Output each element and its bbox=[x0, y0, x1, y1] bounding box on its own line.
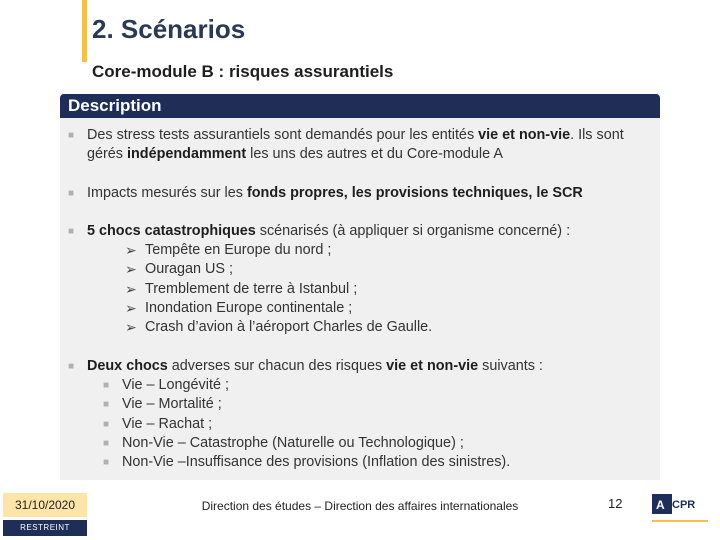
logo-underline bbox=[652, 520, 708, 522]
square-bullet-icon: ■ bbox=[103, 437, 110, 449]
bullet-text: scénarisés (à appliquer si organisme concerné) : bbox=[255, 222, 571, 239]
bullet-text: . Ils sont gérés bbox=[87, 127, 624, 163]
list-item: ➢ Crash d’avion à l’aéroport Charles de Gaulle. bbox=[125, 318, 650, 337]
bullet-strong: vie et non-vie bbox=[478, 127, 571, 143]
catastrophe-list bbox=[87, 241, 650, 337]
list-item: ➢ Inondation Europe continentale ; bbox=[125, 299, 650, 318]
list-item: ■ Non-Vie – Catastrophe (Naturelle ou Technologique) ; bbox=[103, 434, 650, 453]
logo-letter: A bbox=[656, 498, 665, 512]
section-header: Description bbox=[60, 94, 660, 118]
list-item: ➢ Tremblement de terre à Istanbul ; bbox=[125, 280, 650, 299]
title-accent-bar bbox=[82, 0, 87, 62]
bullet-catastrophes bbox=[68, 222, 650, 338]
list-item: ■ Non-Vie –Insuffisance des provisions (Inflation des sinistres). bbox=[103, 453, 650, 472]
acpr-logo bbox=[650, 490, 710, 536]
square-bullet-icon: ■ bbox=[103, 399, 110, 411]
square-bullet-icon: ■ bbox=[68, 225, 75, 237]
bullet-text: adverses sur chacun des risques bbox=[167, 357, 387, 374]
page-number: 12 bbox=[608, 496, 623, 511]
square-bullet-icon: ■ bbox=[68, 360, 75, 372]
content-box bbox=[60, 118, 660, 480]
bullet-adverse-shocks bbox=[68, 357, 650, 473]
arrow-bullet-icon: ➢ bbox=[125, 319, 137, 336]
list-item: ■ Vie – Rachat ; bbox=[103, 415, 650, 434]
bullet-text: les uns des autres et du Core-module A bbox=[246, 146, 503, 163]
bullet-strong: 5 chocs catastrophiques bbox=[87, 222, 256, 239]
bullet-strong: Deux chocs bbox=[87, 357, 168, 374]
logo-text: CPR bbox=[672, 499, 696, 511]
list-item: ➢ Tempête en Europe du nord ; bbox=[125, 241, 650, 260]
bullet-text: suivants : bbox=[478, 357, 543, 374]
square-bullet-icon: ■ bbox=[68, 187, 75, 199]
adverse-shock-list bbox=[87, 376, 650, 472]
bullet-strong: fonds propres, les provisions techniques, le SCR bbox=[246, 184, 583, 201]
bullet-text: Des stress tests assurantiels sont demandés pour les entités bbox=[87, 127, 479, 143]
bullet-text: Impacts mesurés sur les bbox=[87, 184, 247, 201]
footer-date: 31/10/2020 bbox=[3, 493, 87, 517]
page-title: 2. Scénarios bbox=[92, 14, 246, 44]
arrow-bullet-icon: ➢ bbox=[125, 261, 137, 278]
bullet-strong: indépendamment bbox=[127, 146, 247, 163]
list-item: ■ Vie – Mortalité ; bbox=[103, 395, 650, 414]
arrow-bullet-icon: ➢ bbox=[125, 242, 137, 259]
square-bullet-icon: ■ bbox=[103, 379, 110, 391]
bullet-stress-tests bbox=[68, 126, 650, 165]
classification-badge: RESTREINT bbox=[3, 520, 87, 536]
page-subtitle: Core-module B : risques assurantiels bbox=[92, 62, 394, 81]
bullet-strong: vie et non-vie bbox=[386, 357, 479, 374]
list-item: ➢ Ouragan US ; bbox=[125, 260, 650, 279]
square-bullet-icon: ■ bbox=[103, 457, 110, 469]
square-bullet-icon: ■ bbox=[68, 130, 75, 141]
arrow-bullet-icon: ➢ bbox=[125, 280, 137, 297]
footer-department: Direction des études – Direction des affaires internationales bbox=[201, 499, 519, 513]
arrow-bullet-icon: ➢ bbox=[125, 300, 137, 317]
list-item: ■ Vie – Longévité ; bbox=[103, 376, 650, 395]
bullet-impacts bbox=[68, 184, 650, 203]
square-bullet-icon: ■ bbox=[103, 418, 110, 430]
